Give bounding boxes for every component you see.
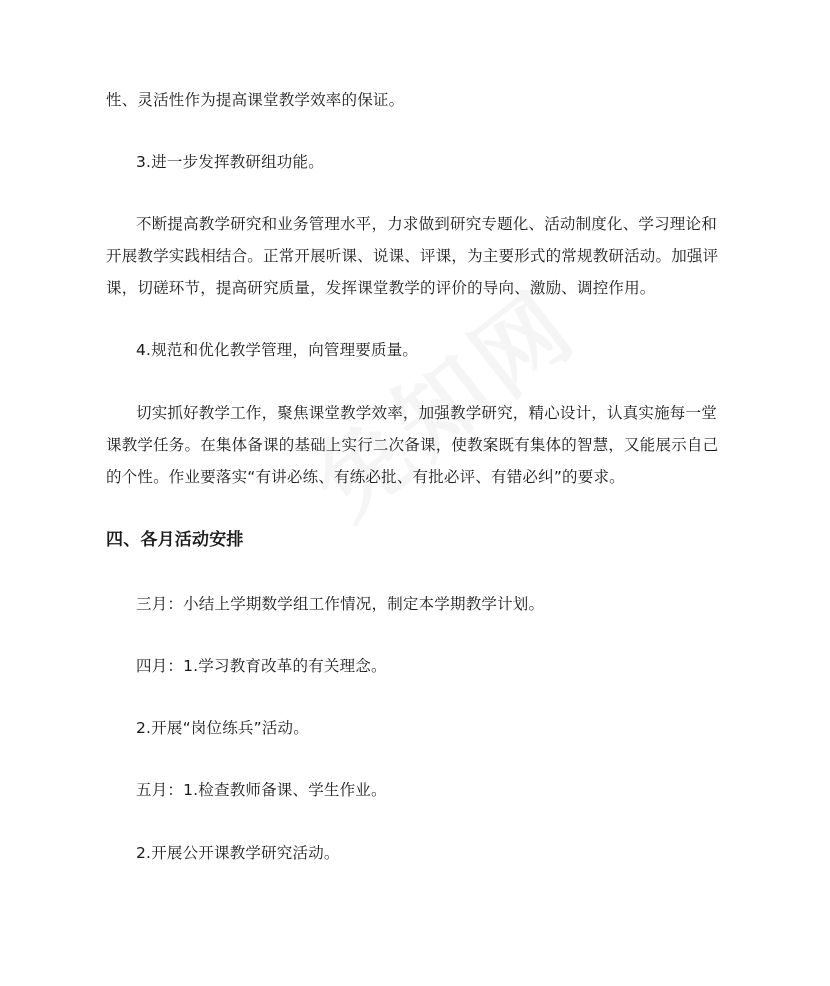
subheading-3: 3.进一步发挥教研组功能。 <box>136 153 324 171</box>
paragraph-line: 不断提高教学研究和业务管理水平，力求做到研究专题化、活动制度化、学习理论和 <box>136 215 717 233</box>
schedule-april-2: 2.开展“岗位练兵”活动。 <box>136 719 309 737</box>
schedule-march: 三月：小结上学期数学组工作情况，制定本学期教学计划。 <box>136 595 545 613</box>
paragraph-line: 开展教学实践相结合。正常开展听课、说课、评课，为主要形式的常规教研活动。加强评 <box>106 247 719 265</box>
schedule-may-2: 2.开展公开课教学研究活动。 <box>136 844 340 862</box>
paragraph-line: 的个性。作业要落实“有讲必练、有练必批、有批必评、有错必纠”的要求。 <box>106 468 625 486</box>
subheading-4: 4.规范和优化教学管理，向管理要质量。 <box>136 341 419 359</box>
section-heading: 四、各月活动安排 <box>106 530 244 550</box>
paragraph-line: 性、灵活性作为提高课堂教学效率的保证。 <box>106 91 405 109</box>
paragraph-line: 课，切磋环节，提高研究质量，发挥课堂教学的评价的导向、激励、调控作用。 <box>106 279 656 297</box>
paragraph-line: 切实抓好教学工作，聚焦课堂教学效率，加强教学研究，精心设计，认真实施每一堂 <box>136 404 717 422</box>
paragraph-line: 课教学任务。在集体备课的基础上实行二次备课，使教案既有集体的智慧，又能展示自己 <box>106 436 719 454</box>
schedule-may-1: 五月：1.检查教师备课、学生作业。 <box>136 781 387 799</box>
schedule-april-1: 四月：1.学习教育改革的有关理念。 <box>136 657 387 675</box>
